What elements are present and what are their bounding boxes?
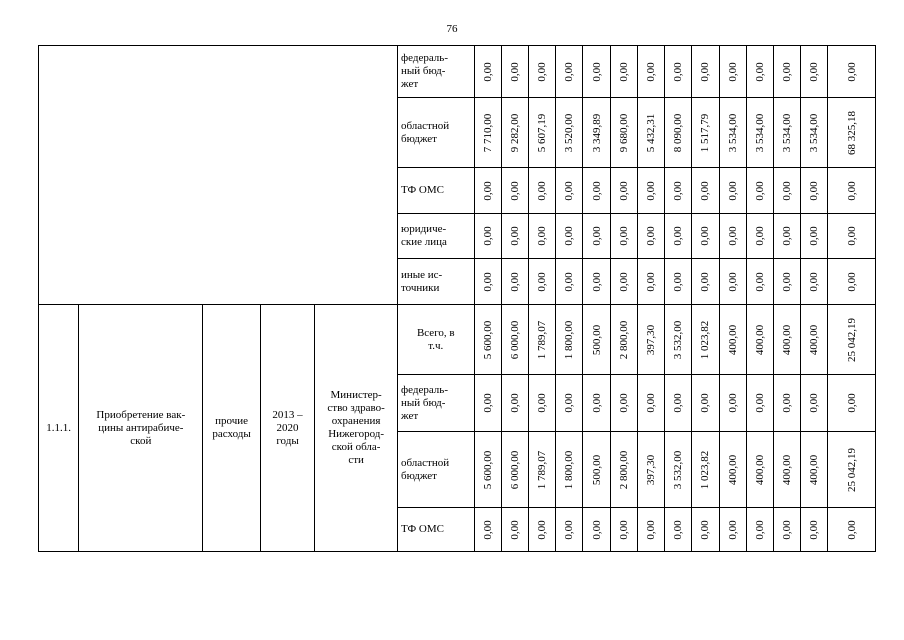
value-text: 5 600,00 bbox=[481, 450, 494, 489]
value-cell bbox=[665, 214, 692, 259]
value-cell bbox=[692, 259, 719, 305]
value-cell bbox=[774, 259, 801, 305]
value-cell bbox=[746, 508, 773, 552]
value-text: 0,00 bbox=[590, 226, 603, 246]
value-cell bbox=[774, 98, 801, 168]
value-text: 0,00 bbox=[617, 519, 630, 540]
value-text: 0,00 bbox=[536, 519, 549, 540]
value-cell bbox=[665, 168, 692, 214]
value-text: 0,00 bbox=[672, 393, 685, 413]
value-text: 0,00 bbox=[808, 271, 821, 292]
value-cell bbox=[583, 98, 610, 168]
value-text: 68 325,18 bbox=[845, 110, 858, 155]
funding-source: ТФ ОМС bbox=[397, 508, 474, 552]
value-cell bbox=[746, 98, 773, 168]
value-cell bbox=[556, 98, 583, 168]
value-cell bbox=[774, 375, 801, 432]
value-cell bbox=[746, 168, 773, 214]
funding-source: областной бюджет bbox=[397, 98, 474, 168]
value-text: 500,00 bbox=[590, 324, 603, 355]
value-text: 0,00 bbox=[508, 393, 521, 413]
value-cell bbox=[501, 305, 528, 375]
value-cell bbox=[828, 259, 876, 305]
table-row bbox=[39, 46, 876, 98]
value-cell bbox=[474, 46, 501, 98]
expense-type: прочие расходы bbox=[203, 305, 260, 552]
value-cell bbox=[556, 46, 583, 98]
value-text: 0,00 bbox=[699, 519, 712, 540]
value-text: 0,00 bbox=[726, 61, 739, 82]
value-text: 0,00 bbox=[726, 393, 739, 413]
value-cell bbox=[665, 46, 692, 98]
value-text: 1 023,82 bbox=[699, 450, 712, 489]
value-cell bbox=[610, 46, 637, 98]
value-text: 0,00 bbox=[845, 519, 858, 540]
value-cell bbox=[583, 375, 610, 432]
value-text: 1 800,00 bbox=[563, 320, 576, 359]
value-text: 400,00 bbox=[753, 324, 766, 355]
value-text: 0,00 bbox=[781, 226, 794, 246]
value-text: 0,00 bbox=[508, 226, 521, 246]
value-cell bbox=[719, 259, 746, 305]
period: 2013 – 2020 годы bbox=[260, 305, 314, 552]
value-cell bbox=[774, 305, 801, 375]
value-text: 0,00 bbox=[645, 61, 658, 82]
value-text: 5 432,31 bbox=[645, 113, 658, 152]
value-text: 400,00 bbox=[781, 324, 794, 355]
funding-source: федераль- ный бюд- жет bbox=[397, 46, 474, 98]
value-text: 6 000,00 bbox=[508, 320, 521, 359]
value-cell bbox=[556, 214, 583, 259]
budget-table bbox=[38, 45, 876, 552]
value-cell bbox=[637, 168, 664, 214]
value-cell bbox=[529, 305, 556, 375]
value-text: 0,00 bbox=[617, 393, 630, 413]
value-text: 3 534,00 bbox=[726, 113, 739, 152]
value-text: 0,00 bbox=[536, 180, 549, 201]
value-text: 5 607,19 bbox=[536, 113, 549, 152]
value-text: 0,00 bbox=[563, 180, 576, 201]
value-cell bbox=[583, 168, 610, 214]
value-text: 0,00 bbox=[590, 519, 603, 540]
value-text: 0,00 bbox=[808, 226, 821, 246]
value-cell bbox=[501, 98, 528, 168]
value-cell bbox=[610, 214, 637, 259]
value-text: 0,00 bbox=[508, 519, 521, 540]
value-cell bbox=[610, 305, 637, 375]
value-cell bbox=[801, 375, 828, 432]
value-cell bbox=[529, 508, 556, 552]
value-text: 0,00 bbox=[672, 61, 685, 82]
value-cell bbox=[692, 375, 719, 432]
value-text: 0,00 bbox=[726, 180, 739, 201]
value-cell bbox=[556, 432, 583, 508]
value-cell bbox=[692, 432, 719, 508]
value-cell bbox=[501, 508, 528, 552]
funding-source: иные ис- точники bbox=[397, 259, 474, 305]
value-text: 0,00 bbox=[481, 519, 494, 540]
value-cell bbox=[556, 259, 583, 305]
value-text: 0,00 bbox=[808, 519, 821, 540]
value-cell bbox=[774, 432, 801, 508]
value-cell bbox=[610, 375, 637, 432]
value-text: 0,00 bbox=[845, 61, 858, 82]
value-text: 0,00 bbox=[781, 180, 794, 201]
value-text: 0,00 bbox=[808, 393, 821, 413]
value-cell bbox=[746, 432, 773, 508]
value-cell bbox=[501, 432, 528, 508]
value-cell bbox=[746, 214, 773, 259]
value-cell bbox=[556, 508, 583, 552]
value-cell bbox=[637, 432, 664, 508]
value-cell bbox=[474, 98, 501, 168]
item-number: 1.1.1. bbox=[39, 305, 79, 552]
funding-source: юридиче- ские лица bbox=[397, 214, 474, 259]
value-text: 0,00 bbox=[808, 180, 821, 201]
value-text: 3 349,89 bbox=[590, 113, 603, 152]
value-cell bbox=[746, 259, 773, 305]
value-text: 0,00 bbox=[753, 393, 766, 413]
value-text: 0,00 bbox=[699, 226, 712, 246]
value-text: 0,00 bbox=[508, 271, 521, 292]
value-cell bbox=[774, 46, 801, 98]
page-number: 76 bbox=[446, 23, 458, 35]
value-cell bbox=[529, 168, 556, 214]
value-text: 0,00 bbox=[672, 271, 685, 292]
value-cell bbox=[746, 46, 773, 98]
value-cell bbox=[692, 214, 719, 259]
value-text: 0,00 bbox=[753, 180, 766, 201]
value-cell bbox=[474, 375, 501, 432]
value-cell bbox=[501, 168, 528, 214]
value-cell bbox=[828, 305, 876, 375]
value-cell bbox=[529, 214, 556, 259]
value-cell bbox=[828, 214, 876, 259]
value-cell bbox=[719, 508, 746, 552]
value-cell bbox=[637, 46, 664, 98]
value-text: 0,00 bbox=[672, 226, 685, 246]
value-text: 0,00 bbox=[617, 226, 630, 246]
value-text: 400,00 bbox=[808, 454, 821, 485]
value-text: 0,00 bbox=[672, 180, 685, 201]
value-cell bbox=[501, 259, 528, 305]
value-cell bbox=[692, 305, 719, 375]
value-text: 2 800,00 bbox=[617, 450, 630, 489]
value-text: 0,00 bbox=[753, 271, 766, 292]
value-cell bbox=[474, 214, 501, 259]
value-text: 397,30 bbox=[645, 324, 658, 355]
value-text: 0,00 bbox=[845, 180, 858, 201]
value-cell bbox=[692, 46, 719, 98]
value-cell bbox=[801, 168, 828, 214]
value-cell bbox=[637, 305, 664, 375]
value-text: 400,00 bbox=[808, 324, 821, 355]
value-text: 0,00 bbox=[481, 61, 494, 82]
value-text: 0,00 bbox=[645, 226, 658, 246]
value-cell bbox=[583, 508, 610, 552]
value-cell bbox=[719, 98, 746, 168]
value-cell bbox=[637, 214, 664, 259]
value-cell bbox=[556, 375, 583, 432]
value-cell bbox=[474, 168, 501, 214]
value-cell bbox=[828, 168, 876, 214]
value-text: 1 800,00 bbox=[563, 450, 576, 489]
value-text: 0,00 bbox=[536, 226, 549, 246]
value-text: 0,00 bbox=[508, 61, 521, 82]
value-text: 0,00 bbox=[781, 393, 794, 413]
value-cell bbox=[610, 432, 637, 508]
value-text: 0,00 bbox=[563, 519, 576, 540]
value-text: 0,00 bbox=[536, 271, 549, 292]
value-cell bbox=[583, 259, 610, 305]
value-cell bbox=[692, 98, 719, 168]
value-cell bbox=[746, 305, 773, 375]
value-text: 0,00 bbox=[645, 519, 658, 540]
value-text: 0,00 bbox=[590, 393, 603, 413]
value-text: 8 090,00 bbox=[672, 113, 685, 152]
value-cell bbox=[774, 214, 801, 259]
value-cell bbox=[665, 305, 692, 375]
value-cell bbox=[556, 305, 583, 375]
value-text: 0,00 bbox=[753, 519, 766, 540]
value-cell bbox=[719, 214, 746, 259]
value-text: 0,00 bbox=[645, 393, 658, 413]
value-text: 400,00 bbox=[753, 454, 766, 485]
value-text: 0,00 bbox=[590, 61, 603, 82]
value-text: 1 789,07 bbox=[536, 450, 549, 489]
value-text: 0,00 bbox=[699, 393, 712, 413]
value-text: 397,30 bbox=[645, 454, 658, 485]
value-text: 0,00 bbox=[781, 61, 794, 82]
value-text: 0,00 bbox=[845, 271, 858, 292]
value-text: 0,00 bbox=[536, 61, 549, 82]
value-cell bbox=[665, 98, 692, 168]
value-text: 0,00 bbox=[563, 226, 576, 246]
value-text: 1 789,07 bbox=[536, 320, 549, 359]
value-text: 0,00 bbox=[753, 61, 766, 82]
value-cell bbox=[665, 259, 692, 305]
value-cell bbox=[529, 259, 556, 305]
value-text: 25 042,19 bbox=[845, 317, 858, 362]
value-cell bbox=[583, 214, 610, 259]
value-text: 0,00 bbox=[563, 393, 576, 413]
value-cell bbox=[637, 98, 664, 168]
value-text: 0,00 bbox=[726, 226, 739, 246]
value-text: 0,00 bbox=[781, 519, 794, 540]
value-text: 9 680,00 bbox=[617, 113, 630, 152]
value-cell bbox=[828, 432, 876, 508]
value-cell bbox=[665, 432, 692, 508]
value-cell bbox=[474, 508, 501, 552]
value-cell bbox=[474, 305, 501, 375]
value-cell bbox=[719, 375, 746, 432]
value-text: 5 600,00 bbox=[481, 320, 494, 359]
value-cell bbox=[801, 98, 828, 168]
value-text: 0,00 bbox=[536, 393, 549, 413]
value-text: 0,00 bbox=[781, 271, 794, 292]
blank-merged-cell bbox=[39, 46, 398, 305]
value-cell bbox=[719, 432, 746, 508]
value-text: 500,00 bbox=[590, 454, 603, 485]
value-text: 6 000,00 bbox=[508, 450, 521, 489]
value-text: 0,00 bbox=[808, 61, 821, 82]
value-text: 3 520,00 bbox=[563, 113, 576, 152]
funding-source: Всего, в т.ч. bbox=[397, 305, 474, 375]
value-cell bbox=[801, 432, 828, 508]
funding-source: ТФ ОМС bbox=[397, 168, 474, 214]
value-text: 0,00 bbox=[845, 226, 858, 246]
value-text: 0,00 bbox=[563, 61, 576, 82]
value-text: 25 042,19 bbox=[845, 447, 858, 492]
value-cell bbox=[610, 168, 637, 214]
value-cell bbox=[828, 375, 876, 432]
executor: Министер- ство здраво- охранения Нижегород- ской обла- сти bbox=[315, 305, 398, 552]
value-text: 0,00 bbox=[481, 393, 494, 413]
value-cell bbox=[610, 508, 637, 552]
value-cell bbox=[556, 168, 583, 214]
value-text: 1 023,82 bbox=[699, 320, 712, 359]
value-text: 0,00 bbox=[845, 393, 858, 413]
value-cell bbox=[801, 508, 828, 552]
value-cell bbox=[501, 375, 528, 432]
value-text: 0,00 bbox=[617, 271, 630, 292]
value-cell bbox=[665, 508, 692, 552]
value-cell bbox=[719, 46, 746, 98]
item-name: Приобретение вак- цины антирабиче- ской bbox=[79, 305, 203, 552]
funding-source: областной бюджет bbox=[397, 432, 474, 508]
value-cell bbox=[501, 46, 528, 98]
value-cell bbox=[801, 46, 828, 98]
value-cell bbox=[774, 168, 801, 214]
value-text: 0,00 bbox=[699, 61, 712, 82]
value-text: 0,00 bbox=[726, 271, 739, 292]
value-cell bbox=[610, 98, 637, 168]
value-text: 3 534,00 bbox=[808, 113, 821, 152]
value-cell bbox=[501, 214, 528, 259]
value-text: 9 282,00 bbox=[508, 113, 521, 152]
value-cell bbox=[828, 46, 876, 98]
value-cell bbox=[474, 432, 501, 508]
value-text: 0,00 bbox=[590, 180, 603, 201]
value-cell bbox=[801, 214, 828, 259]
value-text: 2 800,00 bbox=[617, 320, 630, 359]
value-text: 400,00 bbox=[726, 454, 739, 485]
value-cell bbox=[610, 259, 637, 305]
value-text: 7 710,00 bbox=[481, 113, 494, 152]
value-cell bbox=[637, 375, 664, 432]
value-text: 0,00 bbox=[481, 180, 494, 201]
value-cell bbox=[828, 508, 876, 552]
value-cell bbox=[583, 432, 610, 508]
value-text: 3 532,00 bbox=[672, 320, 685, 359]
value-text: 0,00 bbox=[645, 180, 658, 201]
value-text: 3 534,00 bbox=[753, 113, 766, 152]
value-cell bbox=[529, 98, 556, 168]
value-text: 400,00 bbox=[781, 454, 794, 485]
value-cell bbox=[637, 508, 664, 552]
value-cell bbox=[583, 305, 610, 375]
value-cell bbox=[529, 46, 556, 98]
value-cell bbox=[801, 305, 828, 375]
value-cell bbox=[529, 375, 556, 432]
value-cell bbox=[637, 259, 664, 305]
value-cell bbox=[474, 259, 501, 305]
value-text: 3 532,00 bbox=[672, 450, 685, 489]
value-cell bbox=[828, 98, 876, 168]
value-text: 0,00 bbox=[645, 271, 658, 292]
funding-source: федераль- ный бюд- жет bbox=[397, 375, 474, 432]
value-cell bbox=[692, 168, 719, 214]
value-text: 0,00 bbox=[753, 226, 766, 246]
value-text: 0,00 bbox=[563, 271, 576, 292]
value-cell bbox=[719, 305, 746, 375]
value-text: 0,00 bbox=[617, 180, 630, 201]
value-text: 0,00 bbox=[481, 271, 494, 292]
value-cell bbox=[583, 46, 610, 98]
value-text: 0,00 bbox=[508, 180, 521, 201]
value-cell bbox=[665, 375, 692, 432]
value-text: 0,00 bbox=[481, 226, 494, 246]
value-cell bbox=[719, 168, 746, 214]
value-text: 1 517,79 bbox=[699, 113, 712, 152]
value-text: 0,00 bbox=[672, 519, 685, 540]
value-text: 0,00 bbox=[617, 61, 630, 82]
value-cell bbox=[529, 432, 556, 508]
value-text: 3 534,00 bbox=[781, 113, 794, 152]
value-cell bbox=[746, 375, 773, 432]
value-cell bbox=[801, 259, 828, 305]
value-text: 0,00 bbox=[699, 271, 712, 292]
value-cell bbox=[692, 508, 719, 552]
value-cell bbox=[774, 508, 801, 552]
value-text: 400,00 bbox=[726, 324, 739, 355]
value-text: 0,00 bbox=[699, 180, 712, 201]
value-text: 0,00 bbox=[590, 271, 603, 292]
table-row bbox=[39, 305, 876, 375]
value-text: 0,00 bbox=[726, 519, 739, 540]
